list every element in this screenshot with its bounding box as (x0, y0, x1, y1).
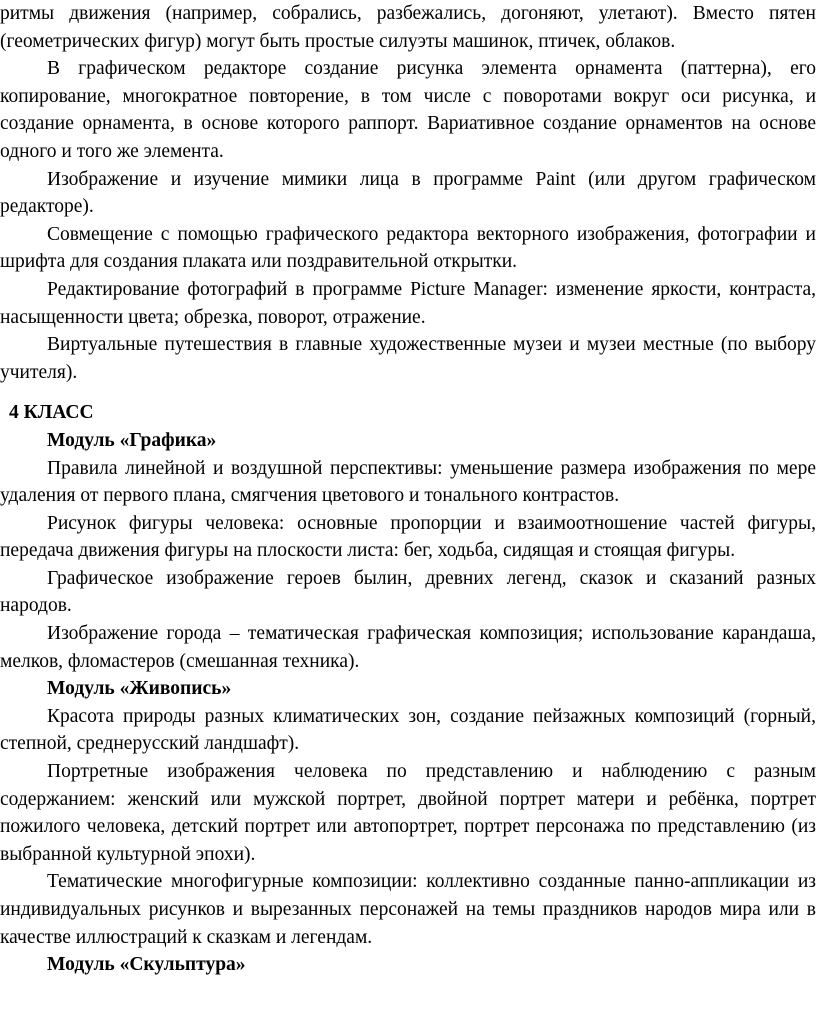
module-sculpture-title: Модуль «Скульптура» (47, 954, 246, 976)
paragraph: Изображение и изучение мимики лица в программе Paint (или другом графическом редакторе). (0, 168, 816, 218)
grade-heading: 4 КЛАСС (9, 402, 94, 424)
paragraph: Тематические многофигурные композиции: коллективно созданные панно-аппликации из индивидуальных рисунков и вырезанных персонажей на темы праздников народов мира или в качестве иллюстраций к сказкам и легендам. (0, 871, 816, 948)
paragraph: Портретные изображения человека по представлению и наблюдению с разным содержанием: женский или мужской портрет, двойной портрет матери и ребёнка, портрет пожилого человека, детский портрет или автопортрет, портрет персонажа по представлению (из выбранной культурной эпохи). (0, 761, 816, 865)
paragraph: В графическом редакторе создание рисунка элемента орнамента (паттерна), его копирование, многократное повторение, в том числе с поворотами вокруг оси рисунка, и создание орнамента, в основе которого раппорт. Вариативное создание орнаментов на основе одного и того же элемента. (0, 58, 816, 162)
paragraph: Красота природы разных климатических зон, создание пейзажных композиций (горный, степной, среднерусский ландшафт). (0, 705, 816, 755)
module-painting-title: Модуль «Живопись» (47, 678, 232, 700)
paragraph: Совмещение с помощью графического редактора векторного изображения, фотографии и шрифта для создания плаката или поздравительной открытки. (0, 223, 816, 273)
paragraph: ритмы движения (например, собрались, разбежались, догоняют, улетают). Вместо пятен (геометрических фигур) могут быть простые силуэты машинок, птичек, облаков. (0, 3, 816, 52)
paragraph: Графическое изображение героев былин, древних легенд, сказок и сказаний разных народов. (0, 567, 816, 617)
module-graphics-title: Модуль «Графика» (47, 429, 217, 451)
paragraph: Изображение города – тематическая графическая композиция; использование карандаша, мелков, фломастеров (смешанная техника). (0, 623, 816, 672)
paragraph: Виртуальные путешествия в главные художественные музеи и музеи местные (по выбору учителя). (0, 334, 816, 383)
paragraph: Рисунок фигуры человека: основные пропорции и взаимоотношение частей фигуры, передача движения фигуры на плоскости листа: бег, ходьба, сидящая и стоящая фигуры. (0, 512, 816, 562)
paragraph: Правила линейной и воздушной перспективы: уменьшение размера изображения по мере удаления от первого плана, смягчения цветового и тонального контрастов. (0, 457, 816, 507)
paragraph: Редактирование фотографий в программе Picture Manager: изменение яркости, контраста, насыщенности цвета; обрезка, поворот, отражение. (0, 278, 816, 328)
